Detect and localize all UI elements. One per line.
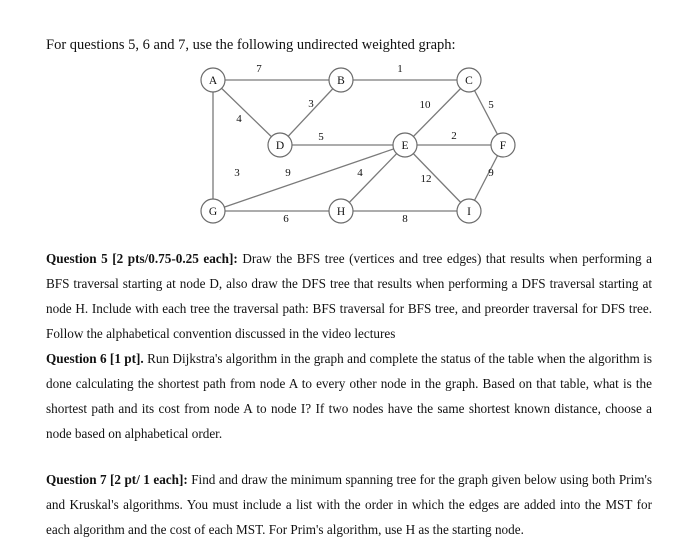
question-7-body: Find and draw the minimum spanning tree for the graph given below using both Prim's and Kruskal's algorithms. You must include a list with the order in which the edges are added into the MST for each algorithm and the cost of each MST. For Prim's algorithm, use H as the starting node. [46,472,652,537]
edge-weight-a-d: 4 [236,113,242,125]
edge-weight-a-b: 7 [256,63,262,75]
edge-b-d [280,80,341,145]
edge-weight-h-i: 8 [402,213,408,225]
node-label-g: G [208,206,218,218]
node-label-a: A [208,75,218,87]
edge-weight-a-g: 3 [234,167,240,179]
edge-weight-g-e: 9 [285,167,291,179]
node-label-d: D [275,140,285,152]
question-7-title: Question 7 [2 pt/ 1 each]: [46,472,188,487]
edge-g-e [213,145,405,211]
question-6-title: Question 6 [1 pt]. [46,351,144,366]
node-label-i: I [467,206,471,218]
edge-weight-b-c: 1 [397,63,403,75]
edge-weight-b-d: 3 [308,98,314,110]
question-5 [46,246,652,346]
question-5-title: Question 5 [2 pts/0.75-0.25 each]: [46,251,238,266]
edge-e-i [405,145,469,211]
edge-weight-f-i: 9 [488,167,494,179]
node-label-b: B [337,75,345,87]
edge-weight-d-e: 5 [318,131,324,143]
edge-weight-e-i: 12 [420,173,432,185]
edge-weight-c-e: 10 [419,99,431,111]
node-label-f: F [499,140,507,152]
edge-e-h [341,145,405,211]
edge-a-d [213,80,280,145]
edge-weight-e-h: 4 [357,167,363,179]
edge-weight-e-f: 2 [451,130,457,142]
question-6 [46,346,652,446]
node-label-h: H [336,206,346,218]
intro-text: For questions 5, 6 and 7, use the following undirected weighted graph: [46,37,456,53]
node-label-c: C [465,75,473,87]
edge-weight-g-h: 6 [283,213,289,225]
node-label-e: E [401,140,409,152]
question-7 [46,467,652,542]
question-5-body: Draw the BFS tree (vertices and tree edges) that results when performing a BFS traversal starting at node D, also draw the DFS tree that results when performing a DFS traversal starting at node H. Include with each tree the traversal path: BFS traversal for BFS tree, and preorder traversal for DFS tree. Follow the alphabetical convention discussed in the video lectures [46,251,652,341]
edge-c-e [405,80,469,145]
edge-weight-c-f: 5 [488,99,494,111]
question-6-body: Run Dijkstra's algorithm in the graph and complete the status of the table when the algorithm is done calculating the shortest path from node A to every other node in the graph. Based on that table, what is the shortest path and its cost from node A to node I? If two nodes have the same shortest known distance, choose a node based on alphabetical order. [46,351,652,441]
